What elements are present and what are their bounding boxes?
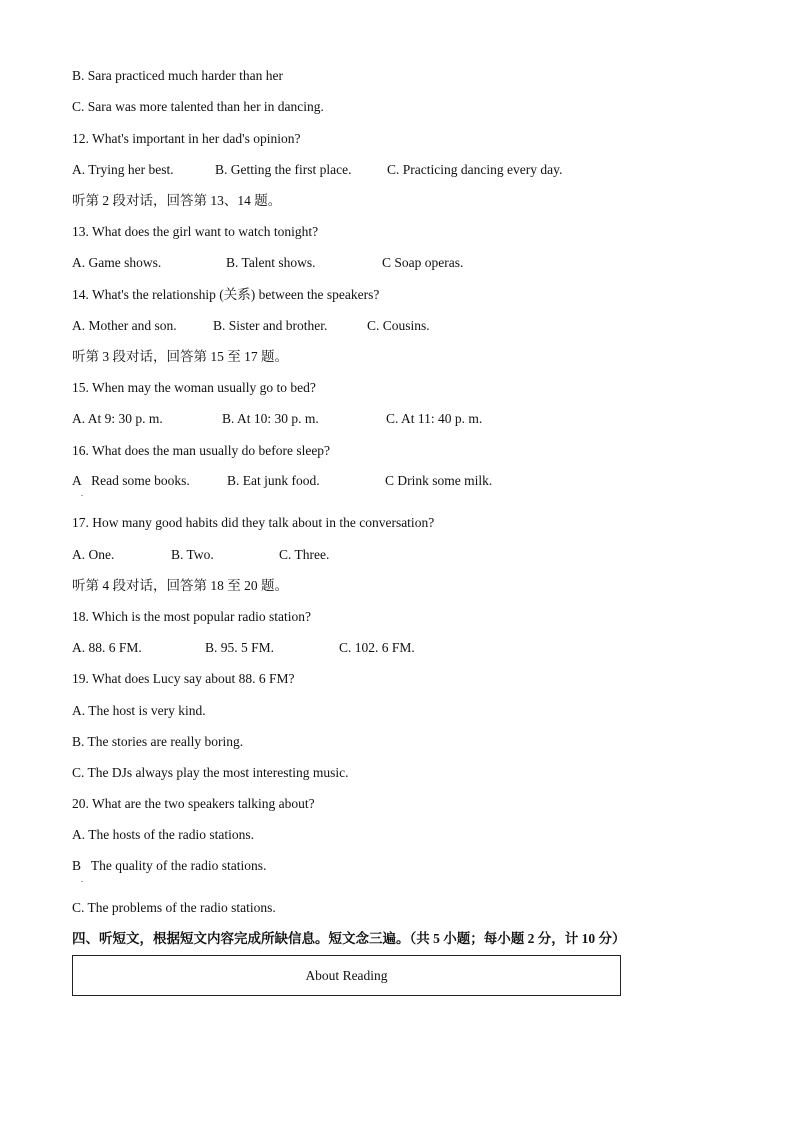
part-4-heading: 四、听短文，根据短文内容完成所缺信息。短文念三遍。（共 5 小题；每小题 2 分，计 10 分） (72, 931, 626, 946)
reading-table (72, 955, 621, 996)
option-12a: A. Trying her best. (72, 162, 174, 177)
option-20b: B The quality of the radio stations. (72, 858, 267, 873)
question-19: 19. What does Lucy say about 88. 6 FM? (72, 671, 295, 686)
question-18: 18. Which is the most popular radio station? (72, 609, 311, 624)
stray-dot: . (81, 489, 83, 498)
question-17: 17. How many good habits did they talk about in the conversation? (72, 515, 435, 530)
option-14a: A. Mother and son. (72, 318, 177, 333)
question-20: 20. What are the two speakers talking about? (72, 796, 315, 811)
options-16 (72, 473, 493, 489)
option-13a: A. Game shows. (72, 255, 162, 270)
question-16: 16. What does the man usually do before sleep? (72, 443, 331, 458)
option-13c: C Soap operas. (382, 255, 464, 270)
option-15a: A. At 9: 30 p. m. (72, 411, 163, 426)
table-title: About Reading (305, 967, 388, 983)
section-4-instruction: 听第 4 段对话，回答第 18 至 20 题。 (72, 578, 288, 593)
option-11b: B. Sara practiced much harder than her (72, 68, 284, 83)
options-15 (72, 411, 483, 427)
option-15c: C. At 11: 40 p. m. (386, 411, 483, 426)
options-14 (72, 318, 430, 334)
option-13b: B. Talent shows. (226, 255, 316, 270)
options-18 (72, 640, 415, 656)
option-20c: C. The problems of the radio stations. (72, 900, 276, 915)
question-14: 14. What's the relationship (关系) between the speakers? (72, 287, 380, 302)
option-16a: A Read some books. (72, 473, 190, 488)
option-17b: B. Two. (171, 547, 214, 562)
option-17a: A. One. (72, 547, 115, 562)
option-20a: A. The hosts of the radio stations. (72, 827, 254, 842)
option-11c: C. Sara was more talented than her in dancing. (72, 99, 324, 114)
option-16c: C Drink some milk. (385, 473, 493, 488)
section-3-instruction: 听第 3 段对话，回答第 15 至 17 题。 (72, 349, 288, 364)
option-14b: B. Sister and brother. (213, 318, 328, 333)
option-12c: C. Practicing dancing every day. (387, 162, 563, 177)
question-13: 13. What does the girl want to watch tonight? (72, 224, 319, 239)
option-18b: B. 95. 5 FM. (205, 640, 275, 655)
options-12 (72, 162, 563, 178)
options-17 (72, 547, 330, 563)
option-14c: C. Cousins. (367, 318, 430, 333)
option-19a: A. The host is very kind. (72, 703, 206, 718)
question-15: 15. When may the woman usually go to bed? (72, 380, 316, 395)
section-2-instruction: 听第 2 段对话，回答第 13、14 题。 (72, 193, 282, 208)
option-15b: B. At 10: 30 p. m. (222, 411, 319, 426)
option-16b: B. Eat junk food. (227, 473, 320, 488)
stray-dot: . (81, 875, 83, 884)
question-12: 12. What's important in her dad's opinion? (72, 131, 301, 146)
option-19c: C. The DJs always play the most interesting music. (72, 765, 349, 780)
option-19b: B. The stories are really boring. (72, 734, 244, 749)
option-18c: C. 102. 6 FM. (339, 640, 415, 655)
option-17c: C. Three. (279, 547, 330, 562)
options-13 (72, 255, 464, 271)
option-18a: A. 88. 6 FM. (72, 640, 142, 655)
option-12b: B. Getting the first place. (215, 162, 352, 177)
